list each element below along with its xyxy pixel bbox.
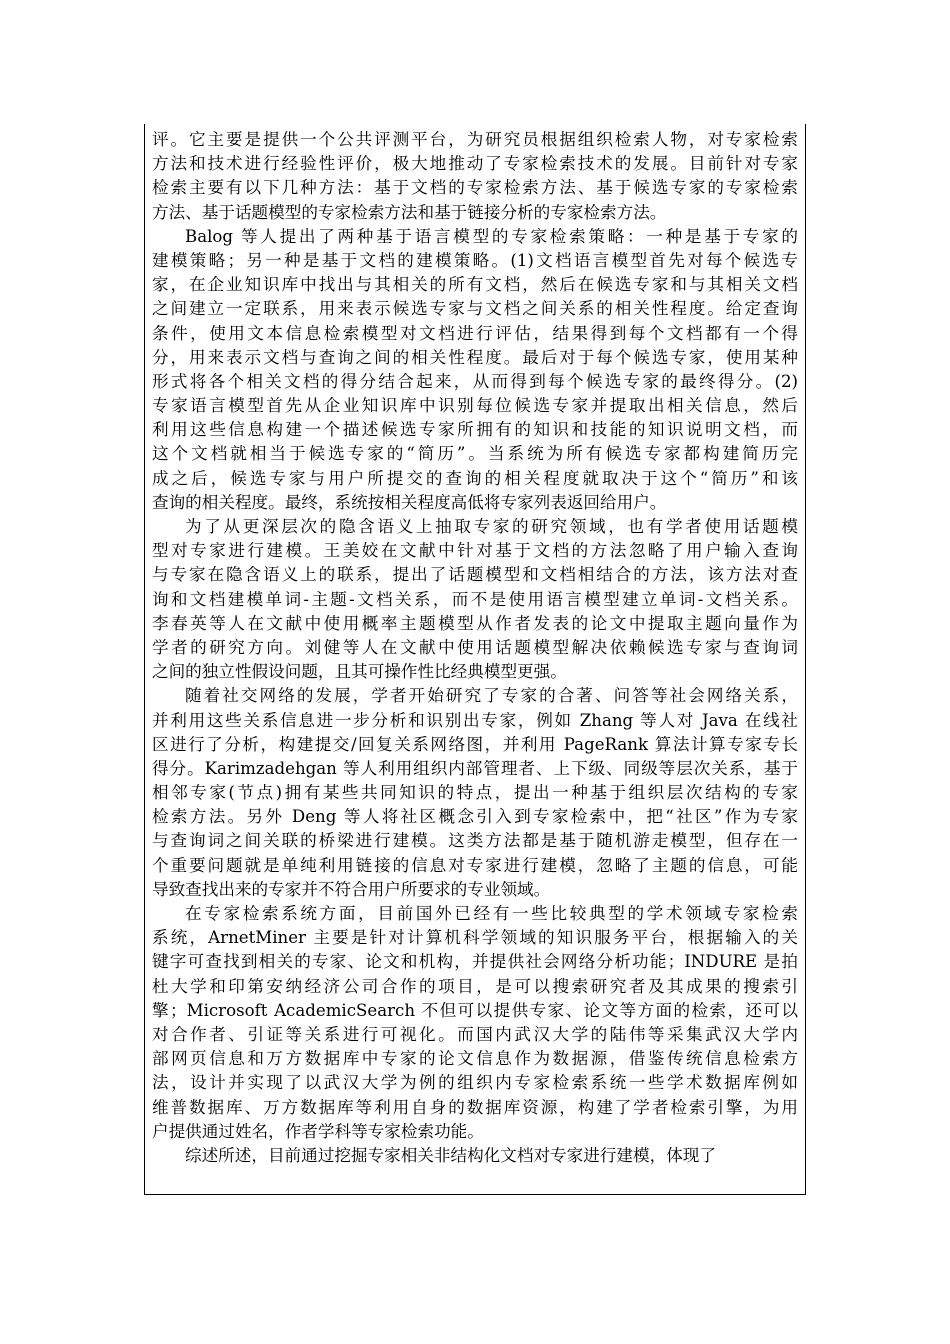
text-line: 在专家检索系统方面，目前国外已经有一些比较典型的学术领域专家检索 [185,904,798,923]
text-line: 部网页信息和万方数据库中专家的论文信息作为数据源，借鉴传统信息检索方 [152,1049,798,1069]
text-line: 综述所述，目前通过挖掘专家相关非结构化文档对专家进行建模，体现了 [185,1145,716,1165]
text-line: 法，设计并实现了以武汉大学为例的组织内专家检索系统一些学术数据库例如 [152,1073,798,1093]
paragraph [152,128,798,225]
paragraph [152,902,798,1144]
text-line: 专家语言模型首先从企业知识库中识别每位候选专家并提取出相关信息，然后 [152,396,798,416]
text-line: 为了从更深层次的隐含语义上抽取专家的研究领域，也有学者使用话题模 [185,517,798,536]
text-line: 学者的研究方向。刘健等人在文献中使用话题模型解决依赖候选专家与查询词 [152,637,798,657]
text-line: 并利用这些关系信息进一步分析和识别出专家，例如 Zhang 等人对 Java 在线社 [152,710,798,730]
document-body [152,128,798,1168]
text-line: 建模策略；另一种是基于文档的建模策略。(1)文档语言模型首先对每个候选专 [152,250,798,270]
text-line: 杜大学和印第安纳经济公司合作的项目，是可以搜索研究者及其成果的搜索引 [152,976,798,996]
text-line: 得分。Karimzadehgan 等人利用组织内部管理者、上下级、同级等层次关系，基于 [152,758,798,778]
paragraph [152,515,798,684]
text-line: 成之后，候选专家与用户所提交的查询的相关程度就取决于这个“简历”和该 [152,468,798,488]
text-line: 维普数据库、万方数据库等利用自身的数据库资源，构建了学者检索引擎，为用 [152,1097,798,1117]
text-line: 之间的独立性假设问题，且其可操作性比经典模型更强。 [152,662,567,682]
text-line: 个重要问题就是单纯利用链接的信息对专家进行建模，忽略了主题的信息，可能 [152,855,798,875]
text-line: 键字可查找到相关的专家、论文和机构，并提供社会网络分析功能；INDURE 是拍 [152,952,798,972]
text-line: 区进行了分析，构建提交/回复关系网络图，并利用 PageRank 算法计算专家专长 [152,734,798,754]
text-line: 检索方法。另外 Deng 等人将社区概念引入到专家检索中，把“社区”作为专家 [152,807,798,827]
text-line: 方法、基于话题模型的专家检索方法和基于链接分析的专家检索方法。 [152,202,667,222]
text-line: 户提供通过姓名，作者学科等专家检索功能。 [152,1121,484,1141]
text-line: Balog 等人提出了两种基于语言模型的专家检索策略：一种是基于专家的 [185,226,798,246]
text-line: 形式将各个相关文档的得分结合起来，从而得到每个候选专家的最终得分。(2) [152,371,798,391]
text-line: 型对专家进行建模。王美姣在文献中针对基于文档的方法忽略了用户输入查询 [152,541,798,561]
text-line: 查询的相关程度。最终，系统按相关程度高低将专家列表返回给用户。 [152,492,667,512]
text-line: 之间建立一定联系，用来表示候选专家与文档之间关系的相关性程度。给定查询 [152,299,798,319]
text-line: 家，在企业知识库中找出与其相关的所有文档，然后在候选专家和与其相关文档 [152,275,798,295]
text-line: 条件，使用文本信息检索模型对文档进行评估，结果得到每个文档都有一个得 [152,323,798,343]
text-line: 方法和技术进行经验性评价，极大地推动了专家检索技术的发展。目前针对专家 [152,154,798,174]
text-line: 评。它主要是提供一个公共评测平台，为研究员根据组织检索人物，对专家检索 [152,130,798,149]
paragraph [152,1144,798,1168]
text-line: 检索主要有以下几种方法：基于文档的专家检索方法、基于候选专家的专家检索 [152,178,798,198]
paragraph [152,684,798,902]
text-line: 与专家在隐含语义上的联系，提出了话题模型和文档相结合的方法，该方法对查 [152,565,798,585]
text-line: 这个文档就相当于候选专家的“简历”。当系统为所有候选专家都构建简历完 [152,444,798,464]
text-line: 系统，ArnetMiner 主要是针对计算机科学领域的知识服务平台，根据输入的关 [152,928,798,948]
text-line: 利用这些信息构建一个描述候选专家所拥有的知识和技能的知识说明文档，而 [152,420,798,440]
text-line: 与查询词之间关联的桥梁进行建模。这类方法都是基于随机游走模型，但存在一 [152,831,798,851]
text-line: 导致查找出来的专家并不符合用户所要求的专业领域。 [152,879,551,899]
text-line: 分，用来表示文档与查询之间的相关性程度。最后对于每个候选专家，使用某种 [152,347,798,367]
text-line: 相邻专家(节点)拥有某些共同知识的特点，提出一种基于组织层次结构的专家 [152,783,798,803]
text-line: 随着社交网络的发展，学者开始研究了专家的合著、问答等社会网络关系， [185,686,798,706]
text-line: 擎；Microsoft AcademicSearch 不但可以提供专家、论文等方面的检索，还可以 [152,1000,798,1020]
text-line: 对合作者、引证等关系进行可视化。而国内武汉大学的陆伟等采集武汉大学内 [152,1024,798,1044]
text-line: 询和文档建模单词-主题-文档关系，而不是使用语言模型建立单词-文档关系。 [152,589,798,609]
paragraph [152,225,798,515]
text-line: 李春英等人在文献中使用概率主题模型从作者发表的论文中提取主题向量作为 [152,613,798,633]
